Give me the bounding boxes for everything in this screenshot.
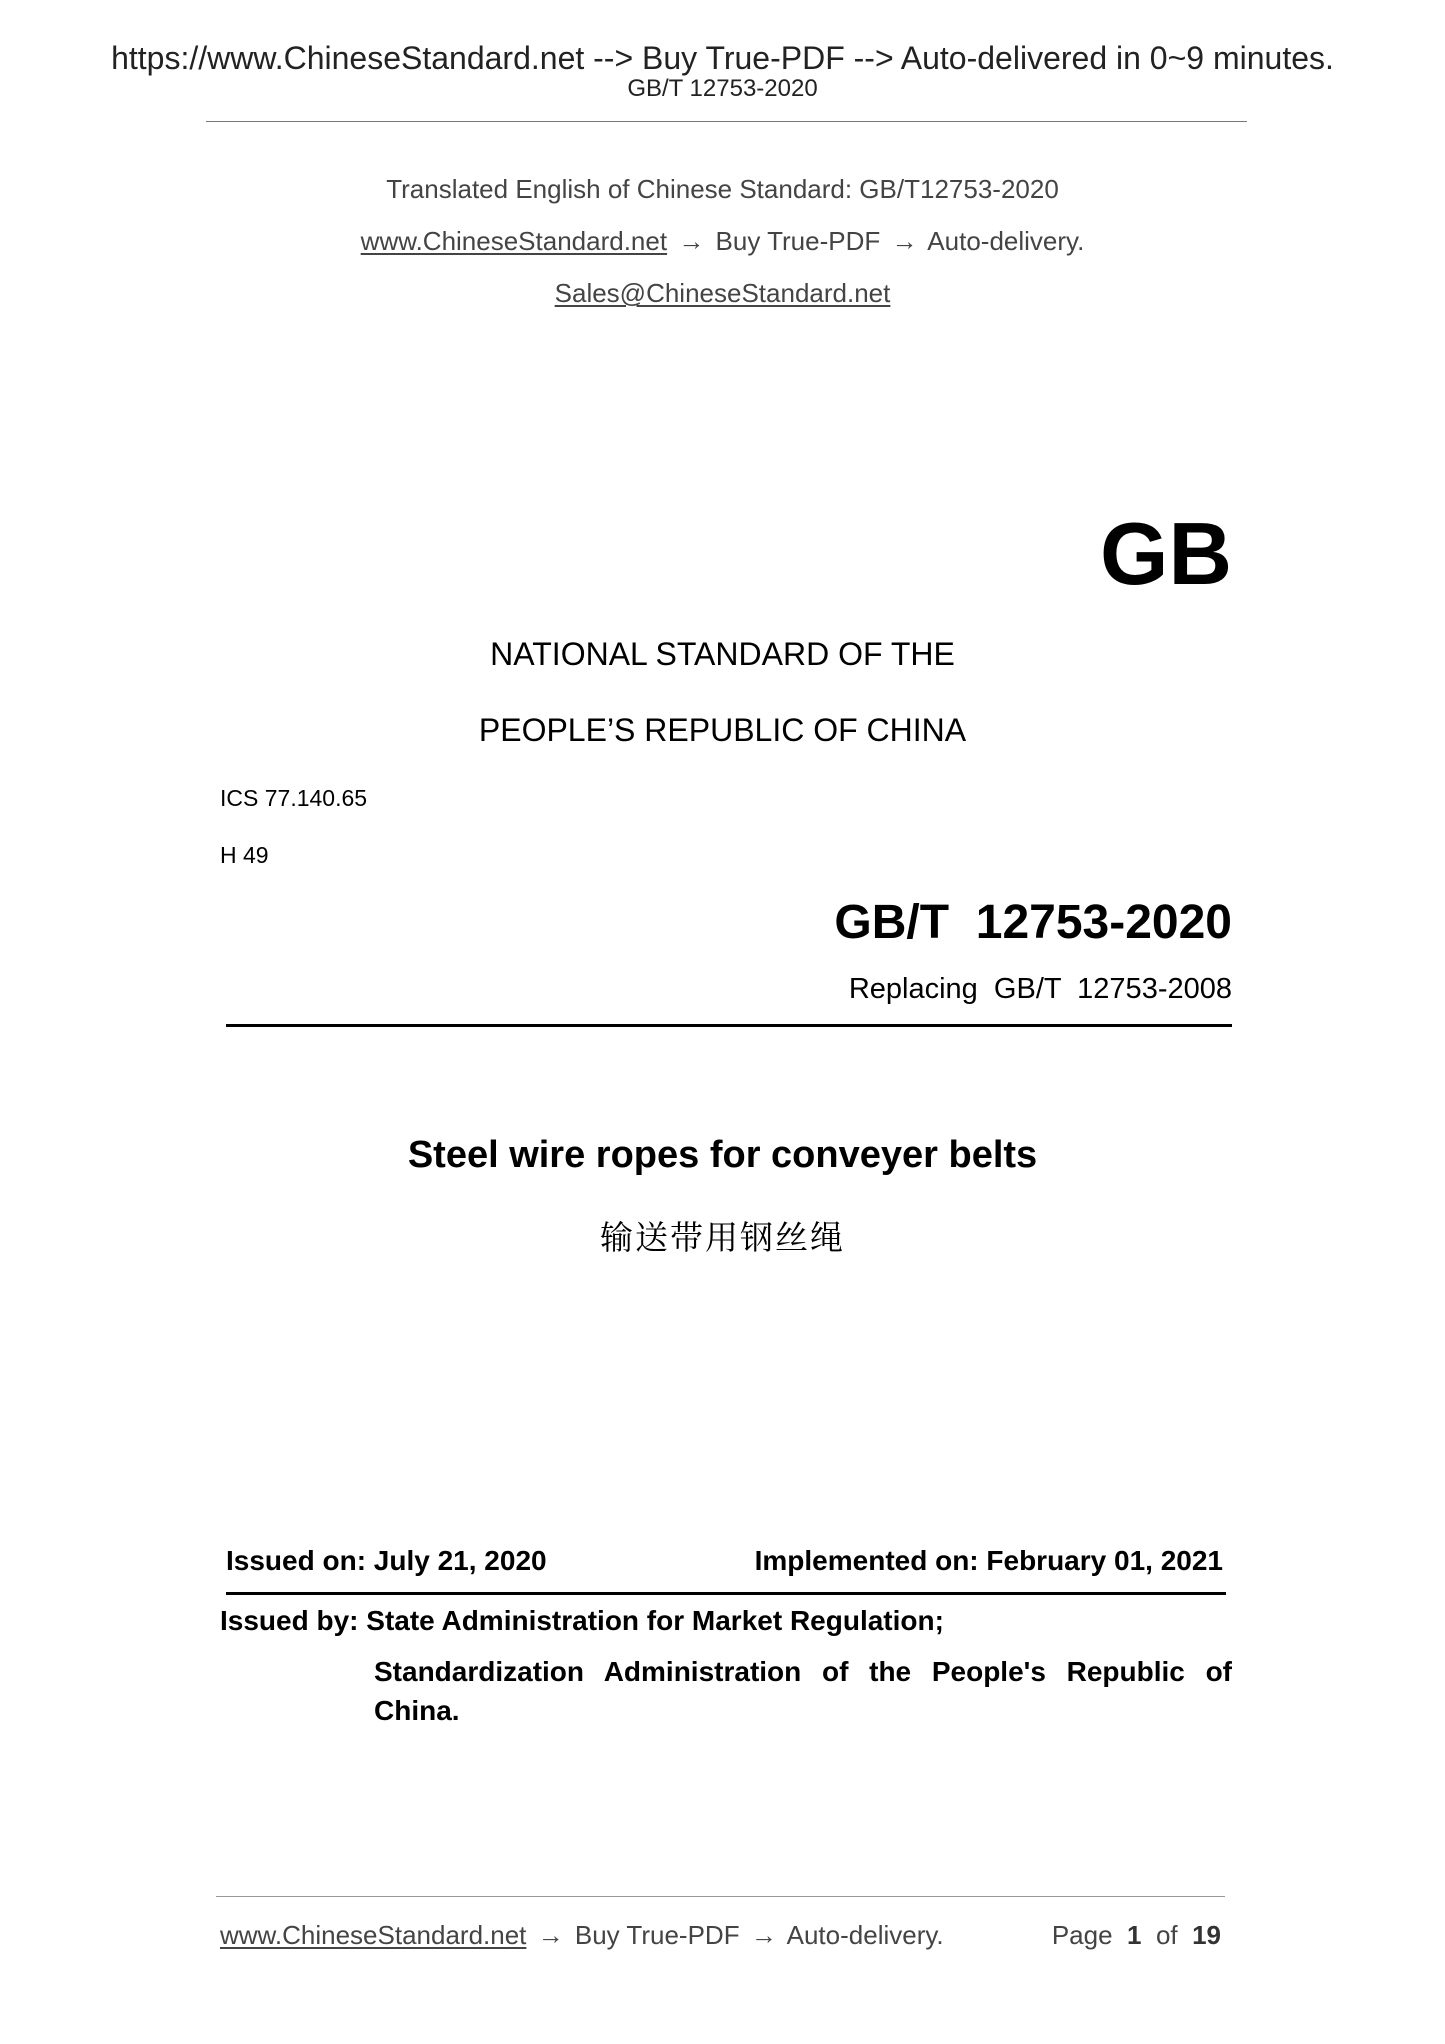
page-total: 19	[1192, 1920, 1221, 1950]
dates-divider	[226, 1592, 1226, 1595]
standard-number: GB/T 12753-2020	[834, 896, 1232, 949]
footer-delivery-text: Auto-delivery.	[786, 1920, 944, 1950]
issued-by: Issued by: State Administration for Market Regulation;	[220, 1605, 944, 1636]
page-current: 1	[1127, 1920, 1142, 1950]
sales-email-link[interactable]: Sales@ChineseStandard.net	[554, 278, 891, 308]
arrow-right-icon: →	[537, 1920, 564, 1950]
sales-email-line	[0, 278, 1445, 309]
translated-note: Translated English of Chinese Standard: GB/T12753-2020	[386, 174, 1059, 204]
header-divider	[206, 121, 1247, 122]
buy-text: Buy True-PDF	[715, 226, 881, 256]
arrow-right-icon: →	[891, 226, 918, 256]
national-standard-line1: NATIONAL STANDARD OF THE	[490, 636, 955, 672]
implemented-on-date: Implemented on: February 01, 2021	[754, 1545, 1223, 1576]
replacing-note: Replacing GB/T 12753-2008	[848, 973, 1232, 1005]
arrow-right-icon: →	[678, 226, 705, 256]
ics-code: ICS 77.140.65	[220, 785, 368, 811]
issued-on-date: Issued on: July 21, 2020	[226, 1545, 547, 1576]
page-indicator	[1052, 1920, 1221, 1951]
intro-link-line	[0, 226, 1445, 257]
arrow-right-icon: →	[750, 1920, 777, 1950]
footer-buy-text: Buy True-PDF	[574, 1920, 740, 1950]
document-title-english: Steel wire ropes for conveyer belts	[407, 1134, 1038, 1176]
delivery-text: Auto-delivery.	[927, 226, 1085, 256]
document-title-chinese: 输送带用钢丝绳	[600, 1219, 845, 1256]
issued-by-second: Standardization Administration of the People's Republic of China.	[374, 1656, 1232, 1726]
footer-site-link[interactable]: www.ChineseStandard.net	[220, 1920, 527, 1950]
footer-links	[220, 1920, 944, 1951]
footer-divider	[216, 1896, 1225, 1897]
site-link[interactable]: www.ChineseStandard.net	[360, 226, 668, 256]
header-standard-code: GB/T 12753-2020	[627, 75, 818, 102]
title-divider	[226, 1024, 1232, 1027]
classification-code: H 49	[220, 842, 269, 868]
national-standard-line2: PEOPLE’S REPUBLIC OF CHINA	[478, 712, 967, 748]
gb-logo-text: GB	[1100, 504, 1232, 603]
header-banner: https://www.ChineseStandard.net --> Buy True-PDF --> Auto-delivered in 0~9 minutes.	[111, 40, 1334, 76]
page-label: Page	[1051, 1920, 1113, 1950]
page-of-label: of	[1155, 1920, 1178, 1950]
